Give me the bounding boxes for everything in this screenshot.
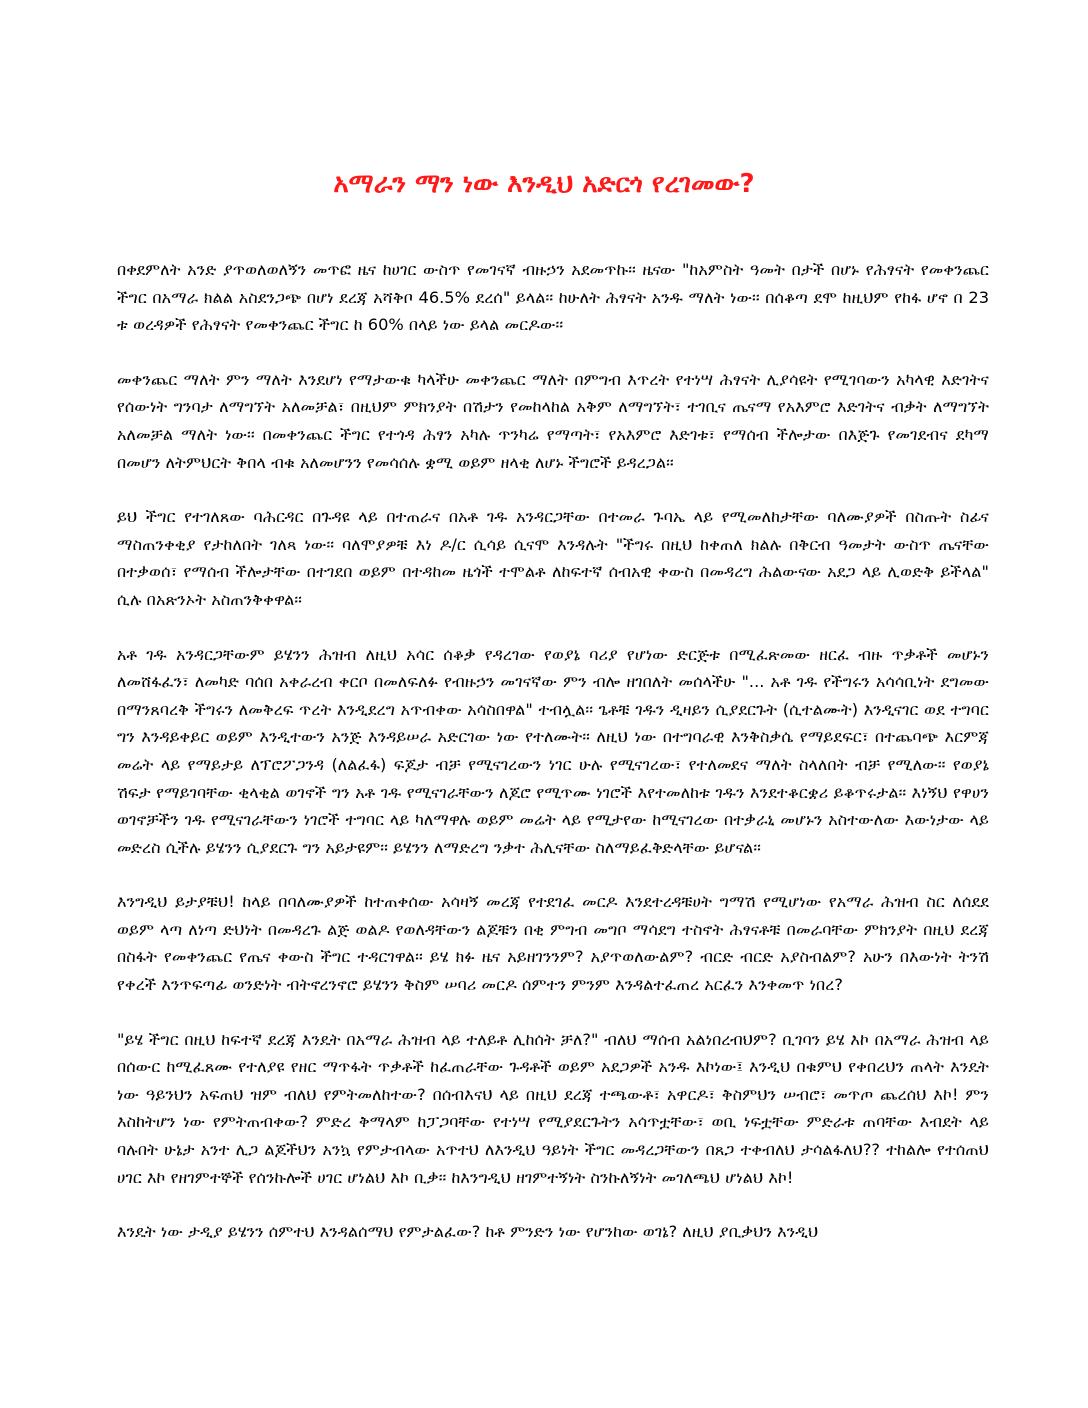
paragraph: መቀንጨር ማለት ምን ማለት እንደሆነ የማታውቁ ካላችሁ መቀንጨር ማለት በምግብ እጥረት የተነሣ ሕፃናት ሊያሳዩት የሚገባውን አካላዊ እድገትና የሰውነት ግንባታ ለማግኘት አለመቻል፣ በዚህም ምክንያት በሽታን የመከላከል አቅም ለማግኘት፣ ተገቢና ጤናማ የአእምሮ እድገትና ብቃት ለማግኘት አለመቻል ማለት ነው፡፡ በመቀንጨር ችግር የተጎዳ ሕፃን አካሉ ጥንካሬ የማጣት፣ የአእምሮ እድገቱ፣ የማሰብ ችሎታው በእጅጉ የመገደብና ደካማ በመሆን ለትምህርት ቅበላ ብቁ አለመሆንን የመሳሰሉ ቋሚ ወይም ዘላቂ ለሆኑ ችግሮች ይዳረጋል፡፡ [117, 369, 989, 472]
document-body [117, 256, 989, 1273]
paragraph: እንዴት ነው ታዲያ ይሄንን ሰምተህ እንዳልሰማህ የምታልፈው? ከቶ ምንድን ነው የሆንከው ወገኔ? ለዚህ ያቢቃህን እንዲህ [117, 1222, 819, 1242]
paragraph: አቶ ገዱ አንዳርጋቸውም ይሄንን ሕዝብ ለዚህ አሳር ሰቆቃ የዳረገው የወያኔ ባሪያ የሆነው ድርጅቱ በሚፈጽመው ዘርፈ ብዙ ጥቃቶች መሆኑን ለመሸፋፈን፣ ለመካድ ባሰበ አቀራረብ ቀርቦ በመለፍለፉ የብዙኃን መገናኛው ምን ብሎ ዘገበለት መሰላችሁ "... አቶ ገዱ የችግሩን አሳሳቢነት ደግመው በማንጸባረቅ ችግሩን ለመቅረፍ ጥረት እንዲደረግ አጥብቀው አሳስበዋል" ተብሏል፡፡ ጌቶቹ ገዱን ዲዛይን ሲያደርጉት (ሲተልሙት) እንዲናገር ወደ ተግባር ግን እንዳይቀይር ወይም እንዲተውን አንጅ እንዳይሠራ አድርገው ነው የተለሙት፡፡ ለዚህ ነው በተግባራዊ እንቅስቃሴ የማይደፍር፣ በተጨባጭ እርምጃ መሬት ላይ የማይታይ ለፕሮፖጋንዳ (ለልፈፋ) ፍጆታ ብቻ የሚናገረውን ነገር ሁሉ የሚናገረው፣ የተለመደና ማለት ስላለበት ብቻ የሚለው፡፡ የወያኔ ሽፍታ የማይገባቸው ቂላቂል ወገኖች ግን አቶ ገዱ የሚናገራቸውን ለጆሮ የሚጥሙ ነገሮች እየተመለከቱ ገዱን እንደተቆርቋሪ ይቆጥሩታል፡፡ እነኝህ የዋሀን ወገኖቻችን ገዱ የሚናገራቸውን ነገሮች ተግባር ላይ ካለማዋሉ ወይም መሬት ላይ የሚታየው ከሚናገረው በተቃራኒ መሆኑን አስተውለው እውነታው ላይ መድረስ ሲችሉ ይሄንን ሲያደርጉ ግን አይታዩም፡፡ ይሄንን ለማድረግ ንቃተ ሕሊናቸው ስለማይፈቅድላቸው ይሆናል፡፡ [117, 644, 990, 857]
document-title: አማራን ማን ነው እንዲህ አድርጎ የረገመው? [333, 169, 755, 199]
paragraph: በቀደምለት አንድ ያጥወለወለኝን መጥፎ ዜና ከሀገር ውስጥ የመገናኛ ብዙኃን አደመጥኩ፡፡ ዜናው "ከአምስት ዓመት በታች በሆኑ የሕፃናት የመቀንጨር ችግር በአማራ ክልል አስደንጋጭ በሆነ ደረጃ አሻቅቦ 46.5% ደረሰ" ይላል፡፡ ከሁለት ሕፃናት አንዱ ማለት ነው፡፡ በሰቆጣ ደሞ ከዚህም የከፋ ሆኖ በ 23 ቱ ወረዳዎች የሕፃናት የመቀንጨር ችግር ከ 60% በላይ ነው ይላል መርዶው፡፡ [117, 260, 989, 335]
paragraph: እንግዲህ ይታያቹህ! ከላይ በባለሙያዎች ከተጠቀሰው አሳዛኝ መረጃ የተደገፈ መርዶ እንደተረዳቹሀት ግማሽ የሚሆነው የአማራ ሕዝብ ስር ለሰደደ ወይም ላጣ ለነጣ ድህነት በመዳረጉ ልጅ ወልዶ የወለዳቸውን ልጆቹን በቂ ምግብ መግቦ ማሳደግ ተስኖት ሕፃናቶቹ በመራባቸው ምክንያት በዚህ ደረጃ በስፋት የመቀንጨር የጤና ቀውስ ችግር ተዳርገዋል፡፡ ይሄ ክፉ ዜና አይዘገንንም? አያጥወለውልም? ብርድ ብርድ አያስብልም? አሁን በእውነት ትንሽ የቀረች እንጥፍጣፊ ወንድነት ብትኖረንኖሮ ይሄንን ቅስም ሠባሪ መርዶ ሰምተን ምንም እንዳልተፈጠረ አርፈን እንቀመጥ ነበረ? [117, 892, 989, 995]
paragraph: "ይሄ ችግር በዚህ ከፍተኛ ደረጃ እንዴት በአማራ ሕዝብ ላይ ተለይቶ ሊከሰት ቻለ?" ብለህ ማሰብ አልነበረብህም? ቢገባን ይሄ እኮ በአማራ ሕዝብ ላይ በሰውር ከሚፈጸሙ የተለያዩ የዘር ማጥፋት ጥቃቶች ከፈጠራቸው ጉዳቶች ወይም አደጋዎች አንዱ እኮነው፤ እንዲህ በቁምህ የቀበረህን ጠላት እንዴት ነው ዓይንህን አፍጠህ ዝም ብለህ የምትመለከተው? በሰብእናህ ላይ በዚህ ደረጃ ተጫውቶ፣ አዋርዶ፣ ቅስምህን ሠብሮ፣ መጥጦ ጨረሰህ እኮ! ምን እስከትሆን ነው የምትጠብቀው? ምድረ ቅማላም ከፓጋባቸው የተነሣ የሚያደርጉትን አሳጥቷቸው፣ ወቢ ነፍቷቸው ምድራቱ ጠባቸው እብደት ላይ ባሉበት ሁኔታ አንተ ሊጋ ልጆችህን አንኳ የምታብላው አጥተህ ለእንዲህ ዓይነት ችግር መዳረጋቸውን በጸጋ ተቀብለህ ታሳልፋለህ?? ተከልሎ የተሰጠህ ሀገር እኮ የዘገምተኞች የሰንኩሎች ሀገር ሆነልህ እኮ ቢቃ፡፡ ከእንግዲህ ዘገምተኝነት ስንኩለኝነት መገለጫህ ሆነልህ እኮ! [117, 1029, 989, 1187]
paragraph: ይህ ችግር የተገለጸው ባሕርዳር በጉዳዩ ላይ በተጠራና በአቶ ገዱ አንዳርጋቸው በተመራ ጉባኤ ላይ የሚመለከታቸው ባለሙያዎች በስጡት ስፊና ማስጠንቀቂያ የታከለበት ገለጻ ነው፡፡ ባለሞያዎቹ እነ ዶ/ር ሲሳይ ሲናሞ እንዳሉት "ችግሩ በዚህ ከቀጠለ ክልሉ በቅርብ ዓመታት ውስጥ ጤናቸው በተቃወሰ፣ የማሰብ ችሎታቸው በተገደበ ወይም በተዳከመ ዜጎች ተሞልቶ ለከፍተኛ ሰብአዊ ቀውስ በመዳረግ ሕልውናው አደጋ ላይ ሊወድቅ ይችላል" ሲሉ በአጽንኦት አስጠንቅቀዋል፡፡ [117, 507, 989, 609]
